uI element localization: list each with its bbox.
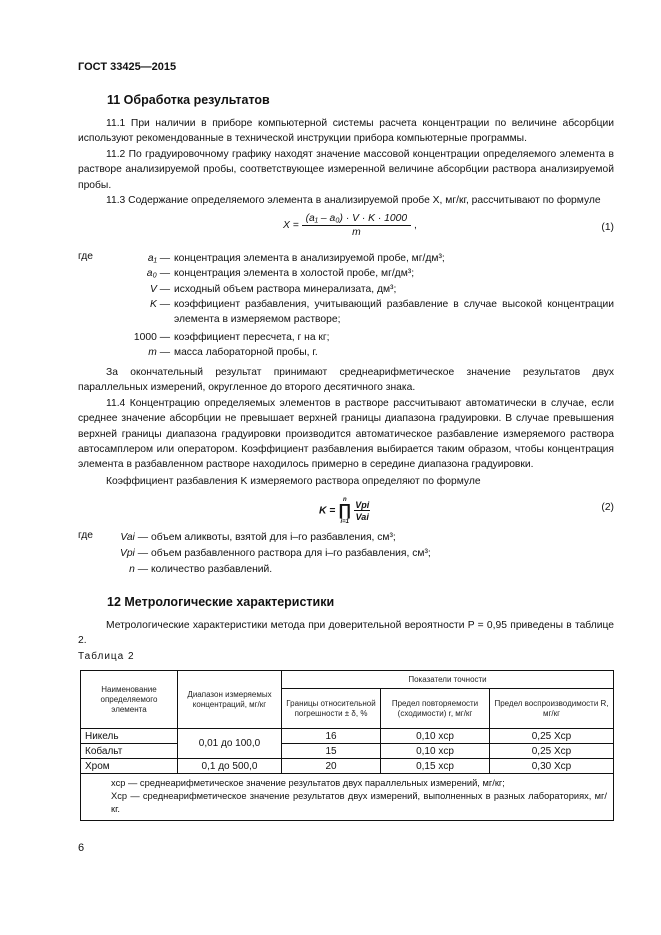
paragraph-11-2: 11.2 По градуировочному графику находят значение массовой концентрации определяемого элемента в растворе анализируемой пробы, соответствующее измеренной величине абсорбции раствора анализируемой пробы. <box>78 149 614 191</box>
document-code: ГОСТ 33425—2015 <box>78 61 177 73</box>
section-11-title: 11 Обработка результатов <box>107 93 270 107</box>
table-row <box>81 759 614 774</box>
formula-1-numerator: (a₁ – a₀) · V · K · 1000 <box>302 213 411 226</box>
paragraph-11-4: 11.4 Концентрацию определяемых элементов в растворе рассчитывают автоматически в случае, если среднее значение абсорбции не превышает верхней границы диапазона градуировки. В случае превышения верхней границы диапазона градуировки производится автоматическое разбавление измеряемого раствора автосамплером или оператором. Коэффициент разбавления выбирается таким образом, чтобы концентрация элемента в разбавленном растворе находилось примерно в середине диапазона градуировки. <box>78 398 614 471</box>
cell-element: Кобальт <box>81 744 178 759</box>
paragraph-dilution: Коэффициент разбавления K измеряемого раствора определяют по формуле <box>106 476 481 487</box>
formula-2-denominator: Vai <box>355 512 369 522</box>
cell-reproducibility: 0,25 Xср <box>490 729 614 744</box>
metrology-table <box>80 670 614 821</box>
cell-range: 0,01 до 100,0 <box>178 729 282 759</box>
header-relative-error: Границы относительной погрешности ± δ, % <box>282 689 381 729</box>
formula-2-numerator: Vpi <box>355 500 370 510</box>
paragraph-11-1: 11.1 При наличии в приборе компьютерной системы расчета концентрации по величине абсорбции используют рекомендованные в технической инструкции прибора компьютерные программы. <box>78 118 614 145</box>
section-12-title: 12 Метрологические характеристики <box>107 595 335 609</box>
paragraph-11-3: 11.3 Содержание определяемого элемента в анализируемой пробе X, мг/кг, рассчитывают по формуле <box>106 195 601 206</box>
formula-1-denominator: m <box>352 227 361 238</box>
header-range: Диапазон измеряемых концентраций, мг/кг <box>178 671 282 729</box>
cell-element: Хром <box>81 759 178 774</box>
cell-repeatability: 0,10 xср <box>381 729 490 744</box>
header-repeatability: Предел повторяемости (сходимости) r, мг/кг <box>381 689 490 729</box>
where-item-k: K — коэффициент разбавления, учитывающий разбавление в случае высокой концентрации элемента в измеряемом растворе; <box>149 299 614 326</box>
where-label-1: где <box>78 251 94 262</box>
cell-repeatability: 0,10 xср <box>381 744 490 759</box>
page-number: 6 <box>78 842 85 854</box>
table-row <box>81 729 614 744</box>
paragraph-result: За окончательный результат принимают среднеарифметическое значение результатов двух параллельных измерений, округленное до второго десятичного знака. <box>78 367 614 394</box>
table-notes <box>81 774 614 821</box>
formula-2-number: (2) <box>601 502 614 513</box>
header-reproducibility: Предел воспроизводимости R, мг/кг <box>490 689 614 729</box>
product-symbol: ∏ <box>338 502 352 519</box>
formula-2: K = n ∏ i=1 $\frac{\text{Vpi}}{\text{Vai}}$ <box>319 497 370 525</box>
note-xcp: xср — среднеарифметическое значение результатов двух параллельных измерений, мг/кг; <box>111 778 505 788</box>
cell-error: 20 <box>282 759 381 774</box>
cell-reproducibility: 0,25 Xср <box>490 744 614 759</box>
cell-error: 15 <box>282 744 381 759</box>
product-upper-limit: n <box>342 497 347 503</box>
paragraph-12: Метрологические характеристики метода при доверительной вероятности P = 0,95 приведены в таблице 2. <box>78 620 614 647</box>
cell-repeatability: 0,15 xср <box>381 759 490 774</box>
table-caption: Таблица 2 <box>78 651 135 662</box>
note-xcp-capital: Xср — среднеарифметическое значение результатов двух измерений, выполненных в разных лабораториях, мг/кг. <box>111 791 607 814</box>
cell-range: 0,1 до 500,0 <box>178 759 282 774</box>
header-accuracy-group: Показатели точности <box>282 671 614 689</box>
where-label-2: где <box>78 530 94 541</box>
formula-1-number: (1) <box>601 222 614 233</box>
formula-1: X = $\frac{\text{(a₁ – a₀) · V · K · 1000}}{m}$ , <box>283 213 417 238</box>
product-lower-limit: i=1 <box>340 519 350 525</box>
cell-element: Никель <box>81 729 178 744</box>
cell-error: 16 <box>282 729 381 744</box>
header-element-name: Наименование определяемого элемента <box>81 671 178 729</box>
cell-reproducibility: 0,30 Xср <box>490 759 614 774</box>
table-row <box>81 744 614 759</box>
